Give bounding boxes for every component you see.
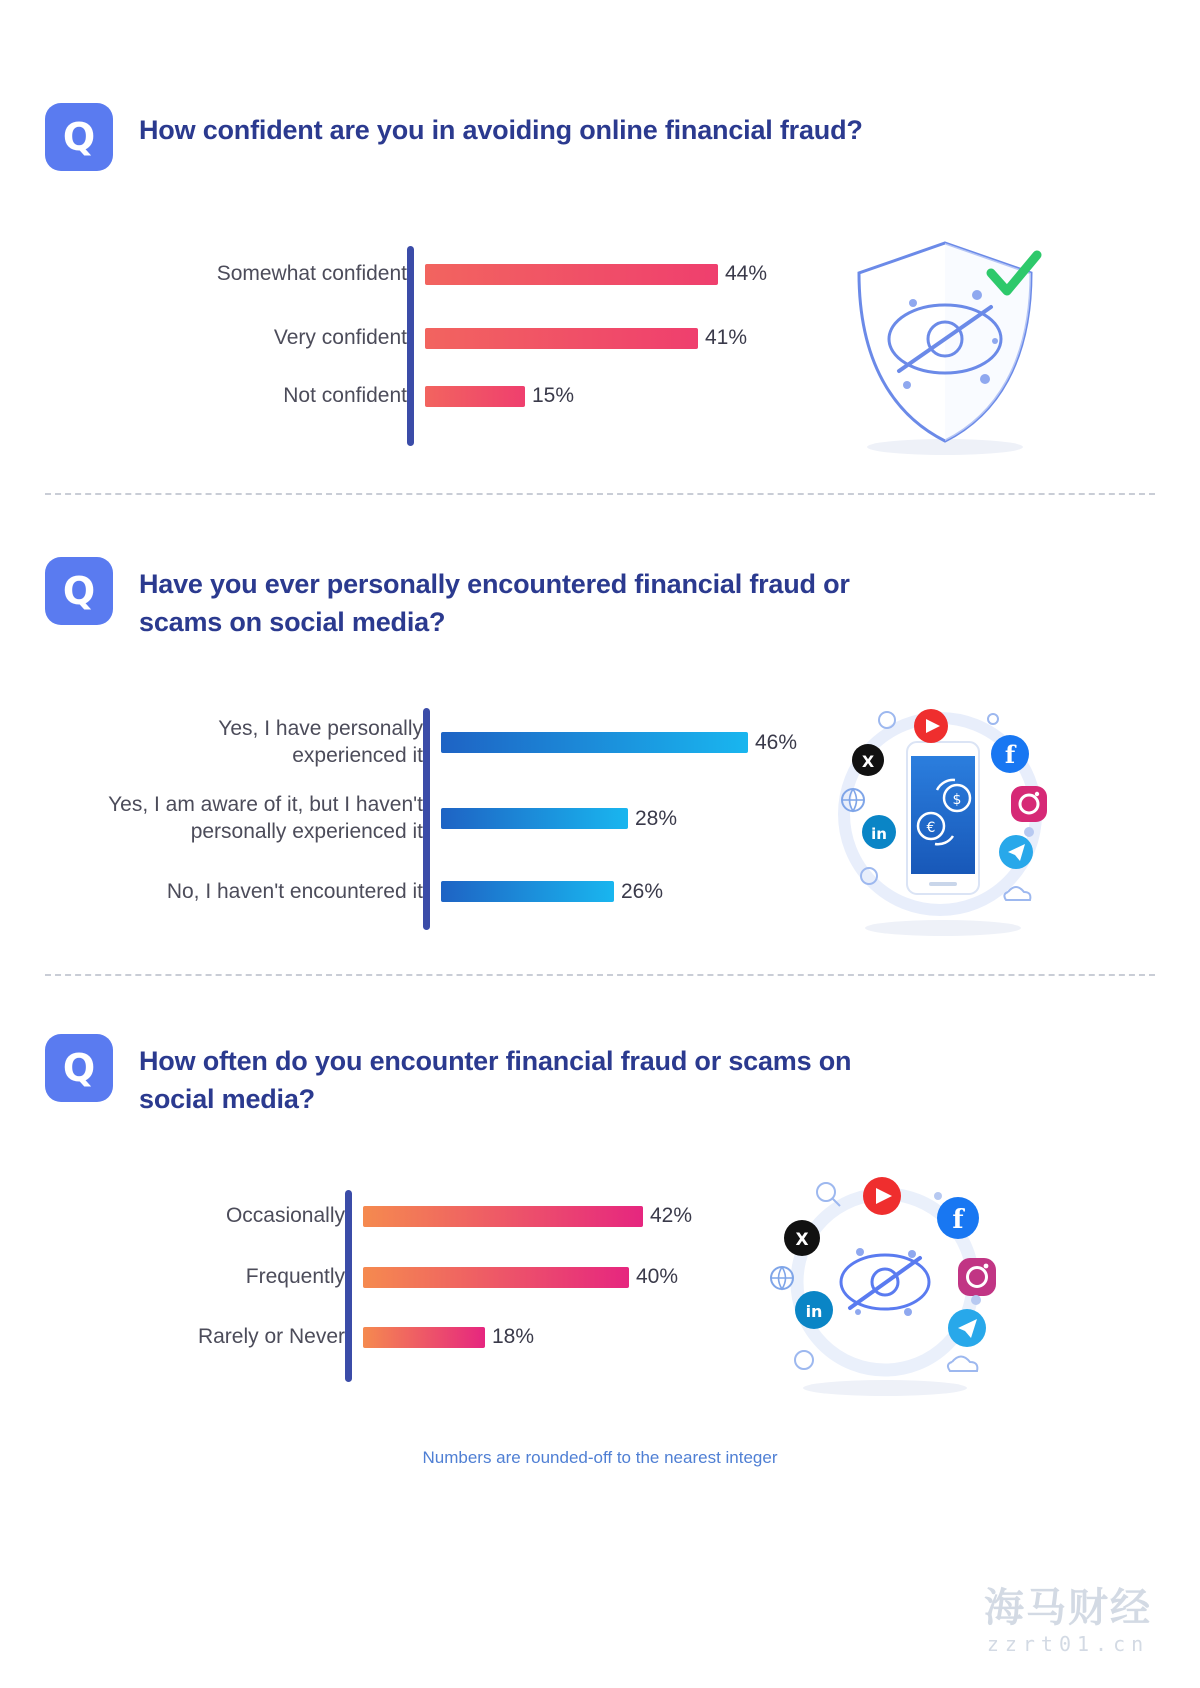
chart-2-bar-1 <box>441 732 748 753</box>
chart-3-value-2: 40% <box>636 1265 679 1289</box>
svg-text:f: f <box>952 1205 964 1236</box>
question-block-2 <box>45 495 1155 944</box>
svg-text:X: X <box>861 751 875 771</box>
social-ring-eye-illustration <box>760 1170 1010 1400</box>
chart-3-value-1: 42% <box>650 1204 693 1228</box>
chart-3-bar-1 <box>363 1206 643 1227</box>
chart-2-value-1: 46% <box>755 730 798 754</box>
chart-3-row-2 <box>45 1247 705 1307</box>
chart-3-bar-track-2 <box>363 1265 705 1289</box>
chart-1-label-3: Not confident <box>283 383 407 407</box>
chart-1-row-1 <box>55 239 768 309</box>
chart-2-bar-3 <box>441 881 614 902</box>
chart-1-axis <box>407 246 414 446</box>
chart-2-label-3: No, I haven't encountered it <box>166 879 423 903</box>
chart-1-value-3: 15% <box>532 384 575 407</box>
chart-1-bar-2 <box>425 328 698 349</box>
bar-chart-3 <box>45 1185 705 1385</box>
chart-1-value-1: 44% <box>725 262 768 285</box>
chart-2-axis <box>423 708 430 930</box>
chart-1-row-2 <box>55 309 748 367</box>
chart-2-bar-track-3 <box>441 880 785 904</box>
chart-3-row-3 <box>45 1307 705 1367</box>
chart-1-value-2: 41% <box>705 326 748 349</box>
chart-3-bar-track-1 <box>363 1204 705 1228</box>
chart-1-row-3 <box>55 367 745 425</box>
chart-3-label-1: Occasionally <box>225 1204 345 1228</box>
phone-social-network-illustration <box>825 694 1055 944</box>
chart-2-row-3 <box>45 856 785 928</box>
chart-1-bar-track-3 <box>425 384 745 408</box>
social-ring-eye-icon <box>760 1170 1010 1400</box>
question-1-header <box>45 103 1155 171</box>
chart-1-label-1: Somewhat confident <box>216 261 407 285</box>
chart-2-label-1-line-1: Yes, I have personally <box>218 717 423 741</box>
watermark <box>984 1585 1152 1656</box>
chart-2-label-1 <box>45 716 441 769</box>
bar-chart-2 <box>45 704 798 934</box>
bar-chart-1 <box>55 239 768 449</box>
svg-text:€: € <box>926 819 936 836</box>
chart-3-label-3: Rarely or Never <box>197 1325 345 1349</box>
svg-text:$: $ <box>952 791 962 808</box>
question-3-title: How often do you encounter financial fraud or scams on social media? <box>139 1045 852 1114</box>
question-block-1 <box>45 0 1155 459</box>
chart-row-1 <box>45 229 1155 459</box>
chart-2-bar-track-2 <box>441 807 785 831</box>
chart-3-value-3: 18% <box>492 1325 535 1349</box>
chart-2-row-1 <box>45 704 798 782</box>
chart-3-row-1 <box>45 1185 705 1247</box>
chart-1-label-2: Very confident <box>273 325 407 349</box>
chart-row-3 <box>45 1170 1155 1400</box>
chart-1-bar-track-2 <box>425 326 747 350</box>
question-block-3 <box>45 976 1155 1401</box>
question-2-title: Have you ever personally encountered financial fraud or scams on social media? <box>139 569 850 638</box>
chart-2-label-2 <box>45 792 441 845</box>
question-badge-icon: Q <box>45 1034 113 1102</box>
chart-2-value-3: 26% <box>621 879 664 903</box>
chart-1-bar-1 <box>425 264 718 285</box>
phone-social-network-icon <box>825 694 1055 944</box>
question-2-header <box>45 557 1155 642</box>
chart-2-row-2 <box>45 782 785 856</box>
svg-text:X: X <box>795 1230 809 1251</box>
watermark-sub: zzrt01.cn <box>986 1632 1150 1656</box>
svg-text:in: in <box>805 1302 823 1322</box>
chart-1-bar-track-1 <box>425 262 767 286</box>
svg-text:in: in <box>871 824 887 843</box>
chart-2-label-2-line-2: personally experienced it <box>190 819 423 843</box>
chart-2-value-2: 28% <box>635 806 678 830</box>
chart-3-bar-track-3 <box>363 1325 705 1349</box>
chart-1-bar-3 <box>425 386 525 407</box>
chart-3-label-2: Frequently <box>245 1265 345 1289</box>
chart-2-bar-track-1 <box>441 731 797 755</box>
watermark-main: 海马财经 <box>984 1585 1152 1631</box>
question-3-header <box>45 1034 1155 1119</box>
chart-2-label-1-line-2: experienced it <box>292 743 423 767</box>
shield-eye-illustration <box>835 229 1055 459</box>
chart-3-bar-2 <box>363 1267 629 1288</box>
question-1-title: How confident are you in avoiding online financial fraud? <box>139 115 863 145</box>
chart-2-label-2-line-1: Yes, I am aware of it, but I haven't <box>108 793 423 817</box>
chart-3-bar-3 <box>363 1327 485 1348</box>
question-badge-icon: Q <box>45 103 113 171</box>
chart-row-2 <box>45 694 1155 944</box>
chart-2-bar-2 <box>441 808 628 829</box>
question-badge-icon: Q <box>45 557 113 625</box>
shield-eye-icon <box>835 229 1055 459</box>
footnote-text: Numbers are rounded-off to the nearest integer <box>422 1448 778 1468</box>
chart-3-axis <box>345 1190 352 1382</box>
svg-text:f: f <box>1004 739 1016 769</box>
